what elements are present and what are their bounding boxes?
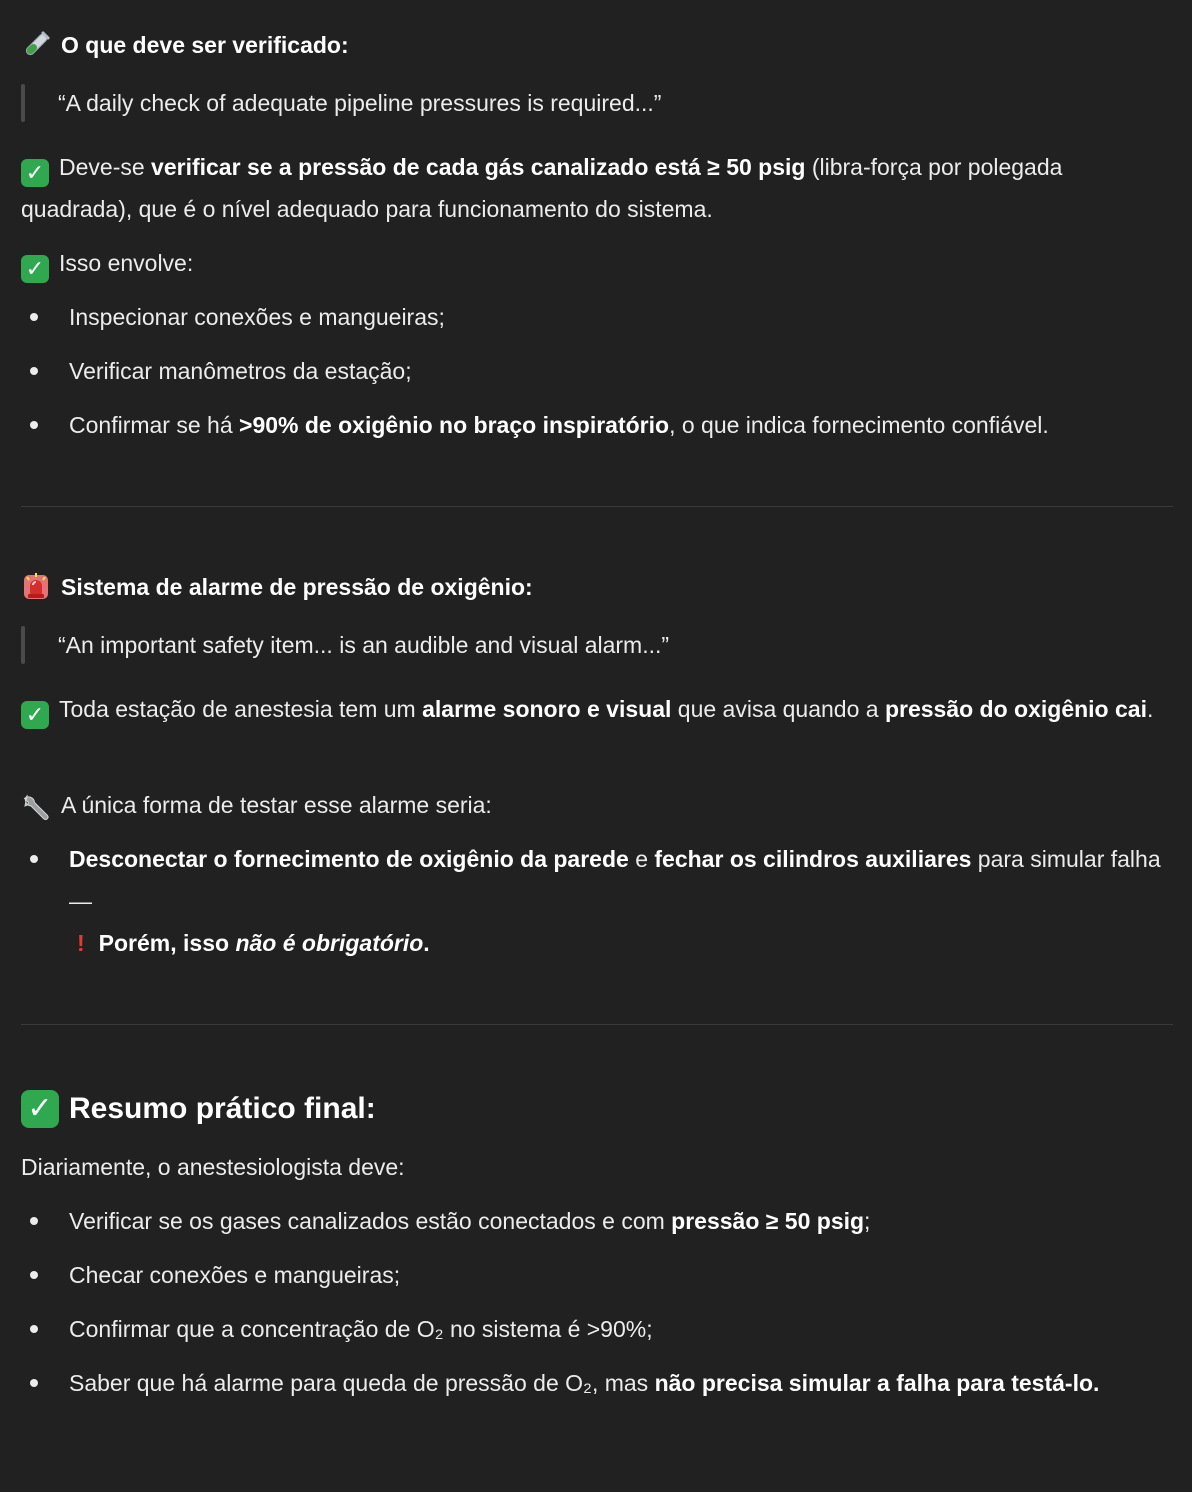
section-heading-alarme [21, 566, 533, 608]
text: Saber que há alarme para queda de pressão de O₂, mas [69, 1370, 655, 1396]
divider [21, 506, 1173, 507]
check-mark-icon: ✓ [21, 255, 49, 283]
text: Confirmar se há [69, 412, 240, 438]
section-title: Resumo prático final: [69, 1092, 376, 1125]
bold-text: verificar se a pressão de cada gás canalizado está ≥ 50 psig [151, 154, 806, 180]
bold-italic-text: não é obrigatório [235, 930, 424, 956]
list-item [69, 1308, 1173, 1350]
check-mark-icon: ✓ [21, 1090, 59, 1128]
bold-text: Desconectar o fornecimento de oxigênio da parede [69, 846, 629, 872]
bold-text: Porém, isso [98, 930, 236, 956]
wrench-icon [21, 792, 51, 822]
bold-text: pressão do oxigênio cai [884, 696, 1147, 722]
text: (libra-força por polegada quadrada), que é o nível adequado para funcionamento do sistema. [21, 154, 1063, 222]
text: para simular falha — [69, 846, 1161, 914]
check-mark-icon: ✓ [21, 159, 49, 187]
paragraph [21, 784, 1171, 826]
text: , o que indica fornecimento confiável. [669, 412, 1049, 438]
list-item [69, 838, 1173, 922]
text: Verificar manômetros da estação; [69, 358, 412, 384]
text: Confirmar que a concentração de O₂ no sistema é >90%; [69, 1316, 653, 1342]
section-title: Sistema de alarme de pressão de oxigênio: [61, 574, 533, 600]
list-item [69, 350, 1173, 392]
section-title: O que deve ser verificado: [61, 32, 349, 58]
list-item [69, 1200, 1173, 1242]
text: . [1146, 696, 1154, 722]
list-item [69, 1254, 1173, 1296]
paragraph [21, 242, 1171, 284]
text: ; [864, 1208, 871, 1234]
text: Inspecionar conexões e mangueiras; [69, 304, 445, 330]
text: Checar conexões e mangueiras; [69, 1262, 401, 1288]
bold-text: fechar os cilindros auxiliares [654, 846, 972, 872]
text: Deve-se [59, 154, 152, 180]
bold-text: pressão ≥ 50 psig [671, 1208, 865, 1234]
paragraph [21, 688, 1171, 730]
bold-text: alarme sonoro e visual [422, 696, 672, 722]
text: Verificar se os gases canalizados estão conectados e com [69, 1208, 672, 1234]
text: Diariamente, o anestesiologista deve: [21, 1154, 405, 1180]
test-tube-icon [21, 30, 51, 60]
exclamation-icon: ! [77, 930, 85, 956]
bold-text: . [423, 930, 430, 956]
paragraph [21, 146, 1171, 230]
quote-text: “A daily check of adequate pipeline pressures is required...” [58, 90, 662, 116]
text: e [628, 846, 655, 872]
section-heading-verificado [21, 24, 349, 66]
bold-text: >90% de oxigênio no braço inspiratório [239, 412, 670, 438]
text: A única forma de testar esse alarme seria: [61, 792, 492, 818]
paragraph [21, 1146, 1171, 1188]
quote-text: “An important safety item... is an audible and visual alarm...” [58, 632, 670, 658]
list-item [69, 296, 1173, 338]
siren-icon [21, 572, 51, 602]
bold-text: não precisa simular a falha para testá-lo. [654, 1370, 1100, 1396]
text: Toda estação de anestesia tem um [59, 696, 423, 722]
list-item [69, 404, 1173, 446]
warning-note [69, 922, 1173, 964]
list-item [69, 1362, 1173, 1404]
section-heading-resumo [21, 1088, 376, 1130]
divider [21, 1024, 1173, 1025]
check-mark-icon: ✓ [21, 701, 49, 729]
text: Isso envolve: [59, 250, 194, 276]
text: que avisa quando a [671, 696, 885, 722]
